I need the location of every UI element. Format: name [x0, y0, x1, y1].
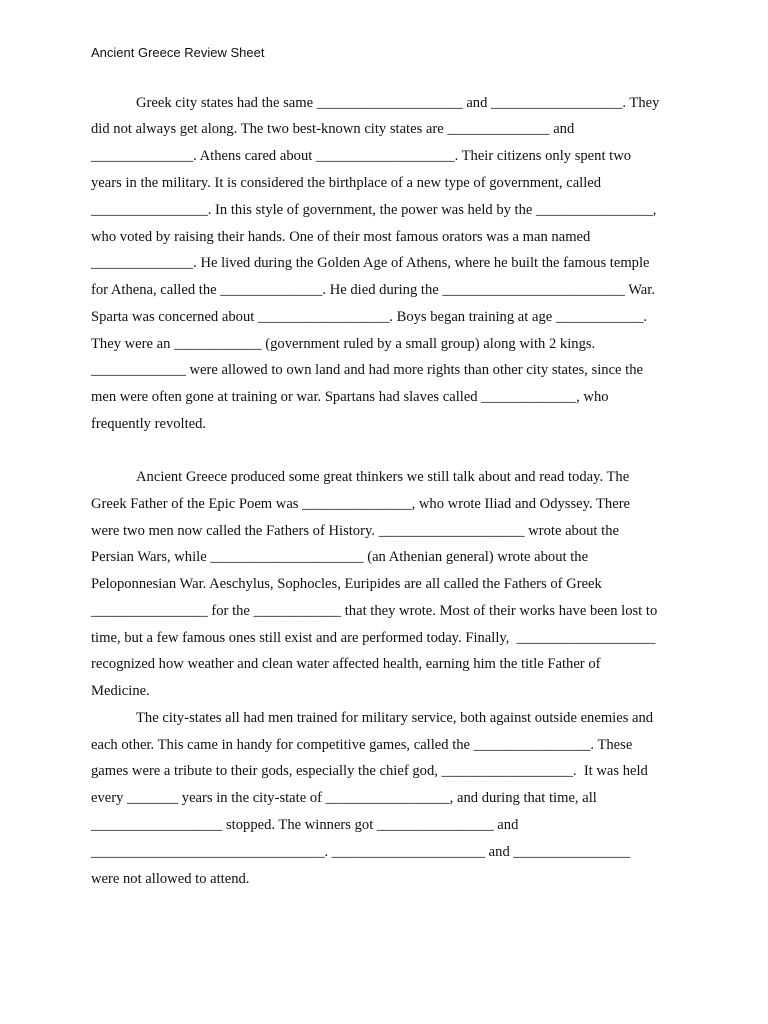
text-line: They were an ____________ (government ruled by a small group) along with 2 kings. [91, 336, 596, 352]
text-line: for Athena, called the ______________. He died during the _________________________ War. [91, 282, 655, 298]
document-title: Ancient Greece Review Sheet [91, 45, 265, 60]
text-line: Persian Wars, while _____________________ (an Athenian general) wrote about the [91, 549, 589, 565]
text-line: ______________. Athens cared about ___________________. Their citizens only spent two [91, 148, 632, 164]
text-line: men were often gone at training or war. Spartans had slaves called _____________, who [91, 389, 609, 405]
text-line: frequently revolted. [91, 416, 207, 432]
text-line: Ancient Greece produced some great thinkers we still talk about and read today. The [136, 469, 630, 485]
text-line: _____________ were allowed to own land and had more rights than other city states, since the [91, 362, 643, 378]
text-line: ______________. He lived during the Golden Age of Athens, where he built the famous temple [91, 255, 650, 271]
text-line: Greek Father of the Epic Poem was _______________, who wrote Iliad and Odyssey. There [91, 496, 631, 512]
text-line: ________________________________. _____________________ and ________________ [91, 844, 631, 860]
text-line: Sparta was concerned about __________________. Boys began training at age ____________. [91, 309, 648, 325]
text-line: every _______ years in the city-state of _________________, and during that time, all [91, 790, 597, 806]
text-line: were two men now called the Fathers of History. ____________________ wrote about the [91, 523, 619, 539]
text-line: each other. This came in handy for competitive games, called the ________________. These [91, 737, 633, 753]
text-line: time, but a few famous ones still exist and are performed today. Finally, ___________________ [91, 630, 656, 646]
text-line: The city-states all had men trained for military service, both against outside enemies and [136, 710, 654, 726]
text-line: Peloponnesian War. Aeschylus, Sophocles, Euripides are all called the Fathers of Greek [91, 576, 602, 592]
text-line: __________________ stopped. The winners got ________________ and [91, 817, 519, 833]
text-line: recognized how weather and clean water affected health, earning him the title Father of [91, 656, 601, 672]
text-line: Medicine. [91, 683, 150, 699]
text-line: were not allowed to attend. [91, 871, 250, 887]
text-line: did not always get along. The two best-known city states are ______________ and [91, 121, 575, 137]
text-line: ________________ for the ____________ that they wrote. Most of their works have been lost to [91, 603, 658, 619]
text-line: who voted by raising their hands. One of their most famous orators was a man named [91, 229, 591, 245]
text-line: Greek city states had the same ____________________ and __________________. They [136, 95, 660, 111]
text-line: ________________. In this style of government, the power was held by the ________________, [91, 202, 657, 218]
text-line: games were a tribute to their gods, especially the chief god, __________________. It was held [91, 763, 648, 779]
text-line: years in the military. It is considered the birthplace of a new type of government, called [91, 175, 602, 191]
